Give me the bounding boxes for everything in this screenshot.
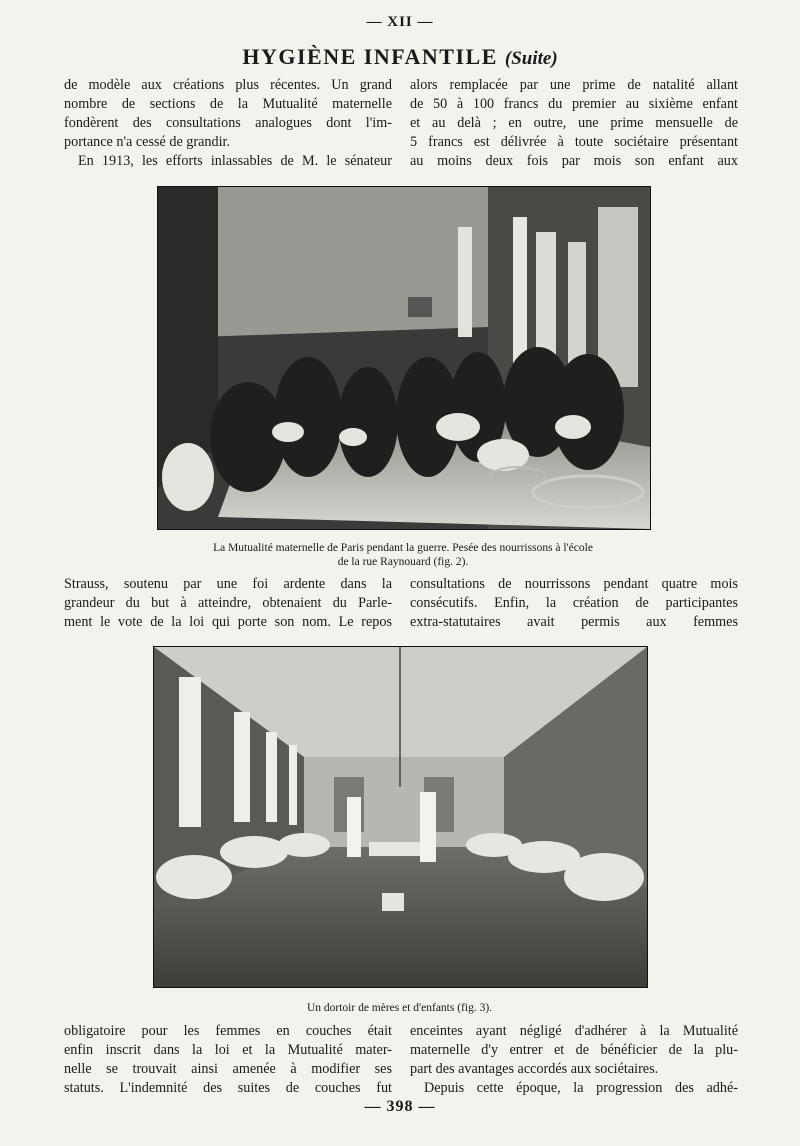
text-line: statuts. L'indemnité des suites de couches fut <box>64 1080 392 1096</box>
page-folio-roman: — XII — <box>366 14 434 30</box>
text-column-left-3 <box>64 1022 392 1098</box>
photo-dormitory-illustration <box>154 647 647 987</box>
text-line: nombre de sections de la Mutualité maternelle <box>64 96 392 112</box>
title-main: HYGIÈNE INFANTILE <box>242 44 498 69</box>
text-line: Strauss, soutenu par une foi ardente dans la <box>64 576 392 592</box>
figure-2-photo <box>157 186 651 530</box>
page-title <box>0 44 800 70</box>
text-line: En 1913, les efforts inlassables de M. le sénateur <box>78 153 392 169</box>
text-line: extra-statutaires avait permis aux femmes <box>410 614 738 630</box>
text-line: consultations de nourrissons pendant quatre mois <box>410 576 738 592</box>
text-line: consécutifs. Enfin, la création de participantes <box>410 595 738 611</box>
caption-line: La Mutualité maternelle de Paris pendant la guerre. Pesée des nourrissons à l'école <box>213 542 593 554</box>
text-line: de modèle aux créations plus récentes. Un grand <box>64 77 392 93</box>
text-line: enfin inscrit dans la loi et la Mutualité mater- <box>64 1042 392 1058</box>
text-line: Depuis cette époque, la progression des adhé- <box>424 1080 738 1096</box>
text-column-right-3 <box>410 1022 738 1098</box>
text-line: 5 francs est délivrée à toute sociétaire présentant <box>410 134 738 150</box>
text-line: au moins deux fois par mois son enfant aux <box>410 153 738 169</box>
text-line: obligatoire pour les femmes en couches était <box>64 1023 392 1039</box>
title-suite: (Suite) <box>504 48 558 69</box>
text-line: part des avantages accordés aux sociétaires. <box>410 1061 659 1077</box>
text-column-right-2 <box>410 575 738 632</box>
text-line: et au delà ; en outre, une prime mensuelle de <box>410 115 738 131</box>
text-line: maternelle d'y entrer et de bénéficier de la plu- <box>410 1042 738 1058</box>
text-line: fondèrent des consultations analogues dont l'im- <box>64 115 392 131</box>
figure-2-caption <box>157 541 649 569</box>
text-column-left-1 <box>64 76 392 171</box>
text-line: grandeur du but à atteindre, obtenaient du Parle- <box>64 595 392 611</box>
page-number: — 398 — <box>364 1098 436 1115</box>
figure-3-photo <box>153 646 648 988</box>
figure-3-caption: Un dortoir de mères et d'enfants (fig. 3). <box>306 1002 493 1014</box>
text-line: alors remplacée par une prime de natalité allant <box>410 77 738 93</box>
photo-weighing-room-illustration <box>158 187 650 529</box>
text-line: nelle se trouvait ainsi amenée à modifier ses <box>64 1061 392 1077</box>
text-line: de 50 à 100 francs du premier au sixième enfant <box>410 96 738 112</box>
text-line: enceintes ayant négligé d'adhérer à la Mutualité <box>410 1023 738 1039</box>
text-line: portance n'a cessé de grandir. <box>64 134 231 150</box>
text-column-left-2 <box>64 575 392 632</box>
text-column-right-1 <box>410 76 738 171</box>
text-line: ment le vote de la loi qui porte son nom. Le repos <box>64 614 392 630</box>
caption-line: de la rue Raynouard (fig. 2). <box>337 556 469 568</box>
